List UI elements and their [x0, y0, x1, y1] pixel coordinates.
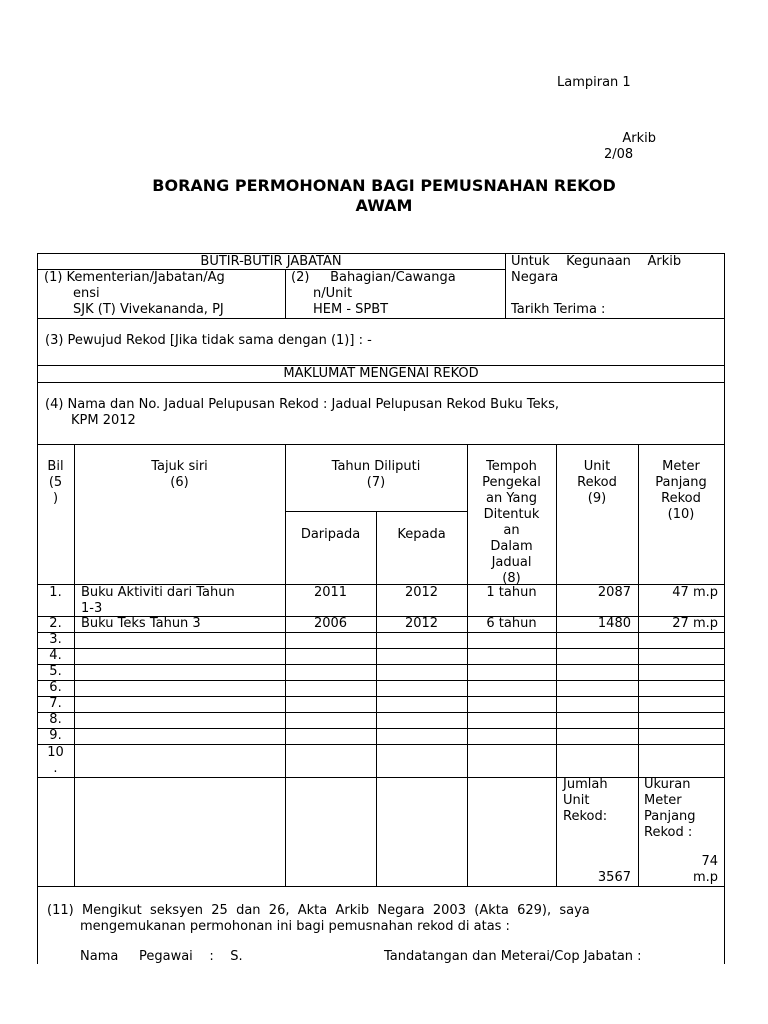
row-daripada: 2011: [313, 585, 348, 600]
kegunaan-label: Untuk Kegunaan Arkib: [511, 254, 682, 269]
bahagian-field: [291, 270, 503, 318]
col-tempoh-line: Jadual: [491, 555, 532, 570]
jumlah-label-line: Jumlah: [563, 777, 608, 792]
col-meter-line: Rekod: [661, 491, 701, 506]
jadual-line1: (4) Nama dan No. Jadual Pelupusan Rekod : Jadual Pelupusan Rekod Buku Teks,: [45, 397, 559, 412]
bahagian-label-cont: n/Unit: [313, 286, 353, 301]
jadual-pelupusan: [45, 397, 559, 429]
col-tajuk-header: [74, 459, 285, 491]
col-tahun-header: [285, 459, 467, 491]
table-row-bil: [37, 745, 74, 777]
col-tempoh-line: an: [503, 523, 520, 538]
jumlah-unit-value: 3567: [597, 870, 631, 885]
col-tajuk-text: Tajuk siri: [151, 459, 208, 474]
kegunaan-arkib-field: [511, 254, 721, 318]
row-bil-line2: .: [53, 761, 58, 776]
jabatan-heading: BUTIR-BUTIR JABATAN: [200, 254, 342, 269]
jumlah-label-line: Rekod:: [563, 809, 608, 824]
tarikh-terima-label: Tarikh Terima :: [511, 302, 606, 317]
col-unit-num: (9): [587, 491, 607, 506]
ukuran-meter-panjang: [644, 777, 722, 841]
table-row-bil: 5.: [49, 664, 62, 679]
col-tahun-num: (7): [366, 475, 386, 490]
col-unit-line: Unit: [583, 459, 611, 474]
ukuran-label-line: Meter: [644, 793, 682, 808]
col-tempoh-num: (8): [502, 571, 521, 586]
row-tempoh: 6 tahun: [486, 616, 537, 631]
col-bil-num-cont: ): [52, 491, 59, 506]
col-tempoh-line: an Yang: [486, 491, 537, 506]
kegunaan-label-cont: Negara: [511, 270, 559, 285]
row-tajuk-line2: 1-3: [81, 601, 103, 616]
row-bil: 1.: [49, 585, 62, 600]
declaration-line1: (11) Mengikut seksyen 25 dan 26, Akta Arkib Negara 2003 (Akta 629), saya: [47, 903, 590, 918]
table-row-bil: 7.: [49, 696, 62, 711]
row-bil: 2.: [49, 616, 62, 631]
col-meter-num: (10): [667, 507, 695, 522]
col-kepada-header: Kepada: [397, 527, 446, 542]
row-unit: 2087: [597, 585, 631, 600]
ukuran-label-line: Panjang: [644, 809, 696, 824]
arkib-label: Arkib: [622, 131, 656, 146]
col-unit-line: Rekod: [577, 475, 617, 490]
kementerian-value: SJK (T) Vivekananda, PJ: [73, 302, 224, 317]
col-tajuk-num: (6): [170, 475, 189, 490]
row-tajuk: Buku Teks Tahun 3: [81, 616, 201, 631]
kementerian-label-cont: ensi: [73, 286, 100, 301]
declaration: [47, 903, 719, 935]
row-tajuk: [81, 585, 283, 617]
row-meter: 47 m.p: [672, 585, 718, 600]
kementerian-label: (1) Kementerian/Jabatan/Ag: [44, 270, 225, 285]
form-title-line2: AWAM: [355, 196, 413, 215]
jumlah-label-line: Unit: [563, 793, 590, 808]
row-tempoh: 1 tahun: [486, 585, 537, 600]
row-meter: 27 m.p: [672, 616, 718, 631]
form-title: [84, 176, 684, 216]
row-bil-line1: 10: [47, 745, 64, 760]
bahagian-value: HEM - SPBT: [313, 302, 389, 317]
table-row-bil: 3.: [49, 632, 62, 647]
table-row-bil: 8.: [49, 712, 62, 727]
row-unit: 1480: [597, 616, 631, 631]
row-tajuk-line1: Buku Aktiviti dari Tahun: [81, 585, 235, 600]
row-kepada: 2012: [404, 585, 439, 600]
col-tahun-text: Tahun Diliputi: [331, 459, 421, 474]
ukuran-value-unit: m.p: [692, 870, 718, 885]
nama-pegawai: Nama Pegawai : S.: [80, 949, 243, 964]
ukuran-value-number: 74: [701, 854, 718, 869]
col-unit-header: [556, 459, 638, 507]
declaration-line2: mengemukanan permohonan ini bagi pemusnahan rekod di atas :: [80, 919, 510, 934]
col-meter-line: Panjang: [655, 475, 707, 490]
bahagian-label: (2) Bahagian/Cawanga: [291, 270, 456, 285]
row-kepada: 2012: [404, 616, 439, 631]
ukuran-label-line: Rekod :: [644, 825, 693, 840]
ukuran-value: [638, 854, 718, 886]
col-meter-line: Meter: [662, 459, 700, 474]
table-row-bil: 9.: [49, 728, 62, 743]
jadual-line2: KPM 2012: [71, 413, 136, 428]
kementerian-field: [44, 270, 284, 318]
col-tempoh-line: Pengekal: [482, 475, 541, 490]
col-tempoh-line: Dalam: [490, 539, 533, 554]
lampiran-label: Lampiran 1: [557, 75, 631, 90]
tandatangan-label: Tandatangan dan Meterai/Cop Jabatan :: [384, 949, 642, 964]
arkib-number: 2/08: [604, 147, 634, 162]
col-meter-header: [638, 459, 724, 523]
maklumat-heading: MAKLUMAT MENGENAI REKOD: [283, 366, 479, 381]
col-bil-header: [37, 459, 74, 507]
col-daripada-header: Daripada: [300, 527, 361, 542]
col-bil-text: Bil: [47, 459, 64, 474]
ukuran-label-line: Ukuran: [644, 777, 691, 792]
jumlah-unit-rekod: [563, 777, 637, 825]
col-bil-num: (5: [48, 475, 63, 490]
form-title-line1: BORANG PERMOHONAN BAGI PEMUSNAHAN REKOD: [152, 176, 616, 195]
col-tempoh-line: Ditentuk: [483, 507, 540, 522]
col-tempoh-header: [467, 459, 556, 587]
pewujud-rekod: (3) Pewujud Rekod [Jika tidak sama dengan (1)] : -: [45, 333, 372, 348]
row-daripada: 2006: [313, 616, 348, 631]
col-tempoh-line: Tempoh: [486, 459, 537, 474]
table-row-bil: 4.: [49, 648, 62, 663]
table-row-bil: 6.: [49, 680, 62, 695]
